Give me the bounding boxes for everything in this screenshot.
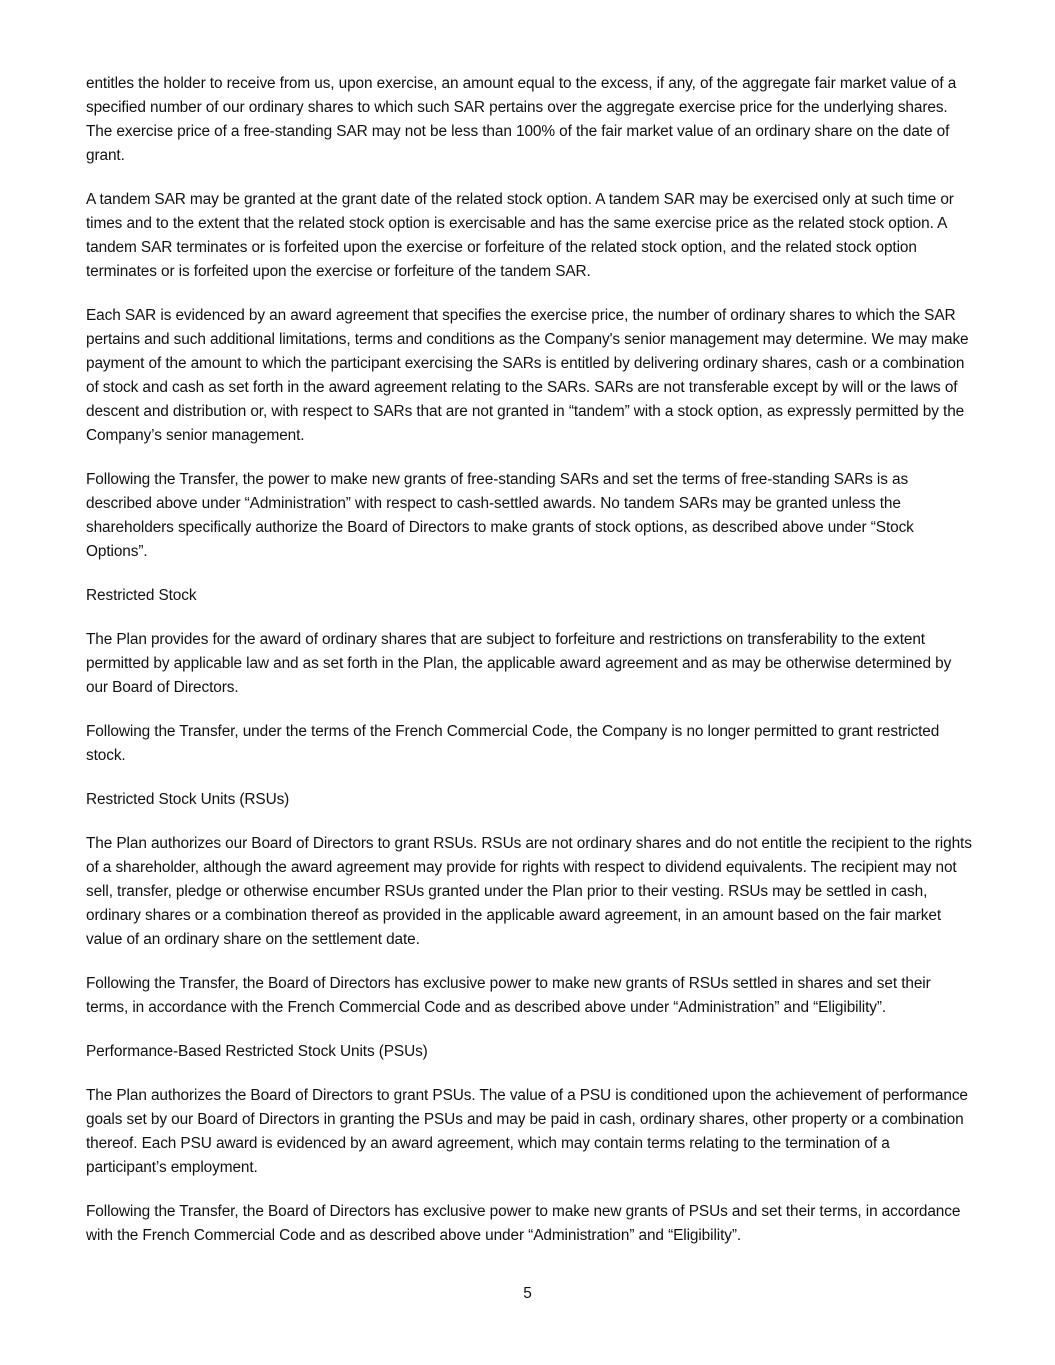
paragraph-tandem-sar: A tandem SAR may be granted at the grant date of the related stock option. A tandem SAR may be exercised only at such time or times and to the extent that the related stock option is exercisable and has the same exercise price as the related stock option. A tandem SAR terminates or is forfeited upon the exercise or forfeiture of the related stock option, and the related stock option terminates or is forfeited upon the exercise or forfeiture of the tandem SAR. bbox=[86, 191, 954, 280]
paragraph-restricted-stock-transfer: Following the Transfer, under the terms of the French Commercial Code, the Company is no longer permitted to grant restricted stock. bbox=[86, 723, 940, 764]
page-number: 5 bbox=[523, 1285, 532, 1302]
heading-restricted-stock: Restricted Stock bbox=[86, 587, 197, 604]
paragraph-sar-award-agreement: Each SAR is evidenced by an award agreement that specifies the exercise price, the number of ordinary shares to which the SAR pertains and such additional limitations, terms and conditions as the Company's senior management may determine. We may make payment of the amount to which the participant exercising the SARs is entitled by delivering ordinary shares, cash or a combination of stock and cash as set forth in the award agreement relating to the SARs. SARs are not transferable except by will or the laws of descent and distribution or, with respect to SARs that are not granted in “tandem” with a stock option, as expressly permitted by the Company’s senior management. bbox=[86, 307, 969, 444]
paragraph-psus-plan: The Plan authorizes the Board of Directors to grant PSUs. The value of a PSU is conditioned upon the achievement of performance goals set by our Board of Directors in granting the PSUs and may be paid in cash, ordinary shares, other property or a combination thereof. Each PSU award is evidenced by an award agreement, which may contain terms relating to the termination of a participant’s employment. bbox=[86, 1087, 968, 1176]
document-body bbox=[86, 72, 974, 1268]
paragraph-restricted-stock-plan: The Plan provides for the award of ordinary shares that are subject to forfeiture and restrictions on transferability to the extent permitted by applicable law and as set forth in the Plan, the applicable award agreement and as may be otherwise determined by our Board of Directors. bbox=[86, 631, 952, 696]
paragraph-psus-transfer: Following the Transfer, the Board of Directors has exclusive power to make new grants of PSUs and set their terms, in accordance with the French Commercial Code and as described above under “Administration” and “Eligibility”. bbox=[86, 1203, 961, 1244]
paragraph-sar-definition: entitles the holder to receive from us, upon exercise, an amount equal to the excess, if any, of the aggregate fair market value of a specified number of our ordinary shares to which such SAR pertains over the aggregate exercise price for the underlying shares. The exercise price of a free-standing SAR may not be less than 100% of the fair market value of an ordinary share on the date of grant. bbox=[86, 75, 957, 164]
paragraph-rsus-plan: The Plan authorizes our Board of Directors to grant RSUs. RSUs are not ordinary shares and do not entitle the recipient to the rights of a shareholder, although the award agreement may provide for rights with respect to dividend equivalents. The recipient may not sell, transfer, pledge or otherwise encumber RSUs granted under the Plan prior to their vesting. RSUs may be settled in cash, ordinary shares or a combination thereof as provided in the applicable award agreement, in an amount based on the fair market value of an ordinary share on the settlement date. bbox=[86, 835, 972, 948]
paragraph-sar-following-transfer: Following the Transfer, the power to make new grants of free-standing SARs and set the terms of free-standing SARs is as described above under “Administration” with respect to cash-settled awards. No tandem SARs may be granted unless the shareholders specifically authorize the Board of Directors to make grants of stock options, as described above under “Stock Options”. bbox=[86, 471, 914, 560]
heading-rsus: Restricted Stock Units (RSUs) bbox=[86, 791, 290, 808]
paragraph-rsus-transfer: Following the Transfer, the Board of Directors has exclusive power to make new grants of RSUs settled in shares and set their terms, in accordance with the French Commercial Code and as described above under “Administration” and “Eligibility”. bbox=[86, 975, 931, 1016]
heading-psus: Performance-Based Restricted Stock Units (PSUs) bbox=[86, 1043, 428, 1060]
